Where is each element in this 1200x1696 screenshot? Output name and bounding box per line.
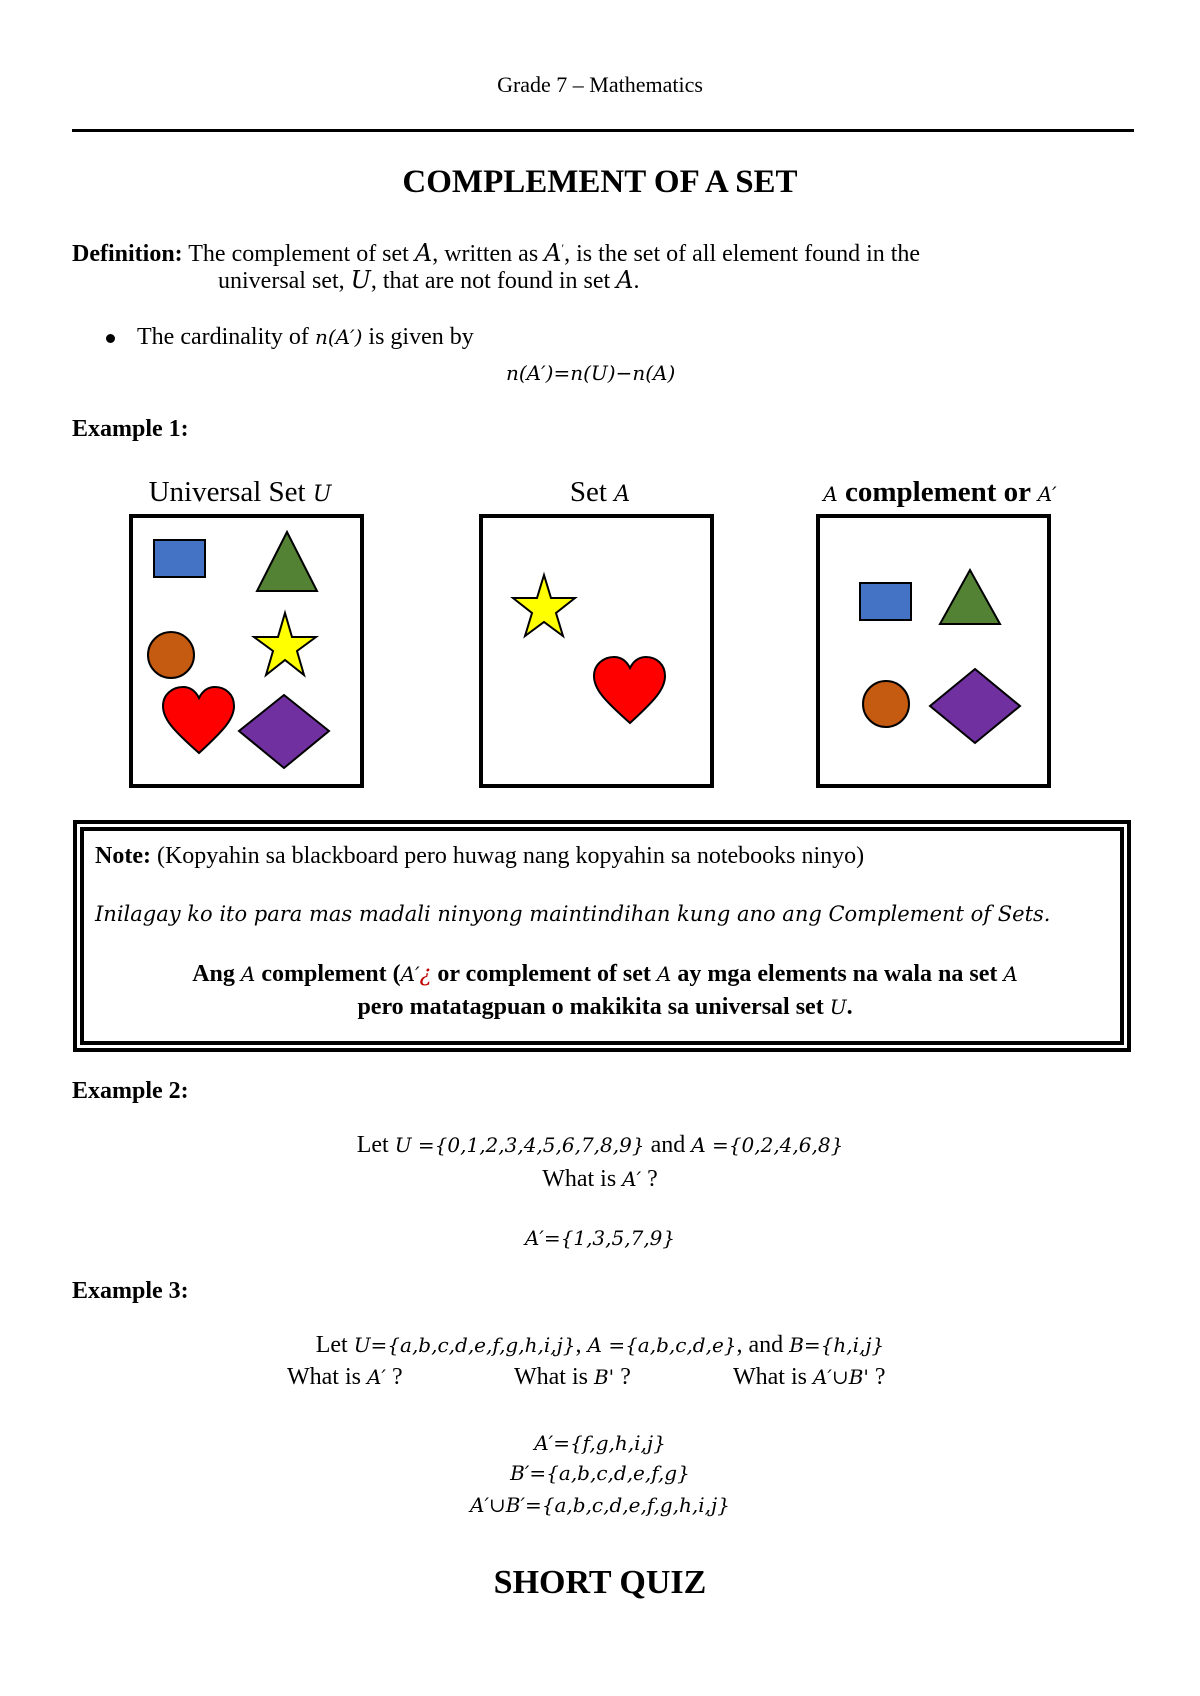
note-symbol: U [829, 995, 847, 1019]
diamond-shape [239, 695, 329, 768]
example-text: ? [641, 1166, 658, 1192]
caption-text: Set [569, 476, 615, 508]
example-text: and [644, 1132, 692, 1158]
note-text: complement ( [255, 961, 401, 987]
set-a-shapes [483, 518, 710, 784]
caption-symbol: A′ [1037, 482, 1057, 506]
diamond-shape [930, 669, 1020, 743]
definition-label: Definition: [72, 241, 183, 267]
example-text: , [575, 1332, 588, 1358]
note-line-1 [95, 841, 864, 871]
universal-set-shapes [133, 518, 360, 784]
circle-shape [148, 632, 194, 678]
page-header: Grade 7 – Mathematics [497, 72, 703, 97]
note-inner-border [80, 827, 1124, 1045]
universal-set-box [129, 514, 364, 788]
triangle-shape [257, 532, 317, 591]
circle-shape [863, 681, 909, 727]
note-box [73, 820, 1131, 1052]
definition-line-2 [218, 265, 640, 296]
definition-text: , written as [432, 241, 545, 267]
example-symbol: B' [593, 1365, 615, 1389]
example-text: Let [315, 1332, 354, 1358]
set-a-def: A ={0,2,4,6,8} [691, 1133, 844, 1157]
example-3-answer-3: A′∪B′={a,b,c,d,e,f,g,h,i,j} [470, 1493, 730, 1517]
definition-symbol: A [616, 266, 634, 294]
heart-shape [594, 657, 665, 723]
example-text: What is [733, 1364, 813, 1390]
header-rule [72, 129, 1134, 132]
example-symbol: A′ [366, 1365, 386, 1389]
note-symbol: A′ [400, 962, 420, 986]
cardinality-expr: n(A′) [314, 325, 363, 349]
short-quiz-heading: SHORT QUIZ [493, 1564, 707, 1601]
note-symbol: A [240, 962, 256, 986]
caption-a-complement [790, 476, 1090, 509]
example-text: ? [868, 1364, 886, 1390]
note-text: . [846, 994, 853, 1020]
caption-set-a [480, 476, 720, 509]
definition-line-1: Definition: The complement of set A, written as A′, is the set of all element found in the [72, 239, 921, 267]
example-2-label: Example 2: [72, 1078, 189, 1104]
note-text: ay mga elements na wala na set [671, 961, 1004, 987]
set-b-def: B={h,i,j} [789, 1333, 885, 1357]
definition-text: . [633, 268, 640, 294]
example-3-question-1 [287, 1362, 403, 1392]
definition-text: universal set, [218, 268, 351, 294]
bullet-icon [106, 334, 115, 343]
caption-symbol: A [823, 482, 838, 506]
example-text: What is [287, 1364, 367, 1390]
definition-text: , is the set of all element found in the [564, 241, 921, 267]
example-3-answer-1: A′={f,g,h,i,j} [534, 1431, 666, 1455]
square-shape [860, 583, 911, 620]
note-text: (Kopyahin sa blackboard pero huwag nang kopyahin sa notebooks ninyo) [150, 843, 865, 869]
example-symbol: A′∪B' [812, 1365, 869, 1389]
definition-symbol: A [414, 239, 433, 267]
universal-set-def: U={a,b,c,d,e,f,g,h,i,j} [353, 1333, 576, 1357]
square-shape [154, 540, 205, 577]
example-text: What is [542, 1166, 623, 1192]
star-shape [513, 575, 575, 636]
star-shape [254, 613, 316, 675]
caption-universal-set [120, 476, 360, 509]
note-label: Note: [95, 843, 151, 869]
example-text: , and [736, 1332, 790, 1358]
note-symbol: A [656, 962, 672, 986]
note-line-2: Inilagay ko ito para mas madali ninyong maintindihan kung ano ang Complement of Sets. [95, 902, 1051, 926]
example-3-question-2 [514, 1362, 631, 1392]
note-text: pero matatagpuan o makikita sa universal set [357, 994, 830, 1020]
set-a-box [479, 514, 714, 788]
example-3-question-3 [733, 1362, 886, 1392]
example-2-let-line [0, 1130, 1200, 1160]
note-symbol: A [1003, 962, 1018, 986]
heart-shape [163, 687, 234, 753]
definition-text: , that are not found in set [370, 268, 617, 294]
cardinality-bullet [106, 322, 474, 352]
example-text: What is [514, 1364, 594, 1390]
cardinality-text: The cardinality of [137, 324, 315, 350]
cardinality-formula: n(A′)=n(U)−n(A) [506, 361, 676, 385]
triangle-shape [940, 570, 1000, 624]
note-text: or complement of set [431, 961, 657, 987]
definition-text: The complement of set [188, 241, 415, 267]
example-symbol: A′ [622, 1167, 642, 1191]
example-3-label: Example 3: [72, 1278, 189, 1304]
caption-symbol: U [312, 482, 332, 507]
note-line-4 [84, 992, 1126, 1022]
example-text: Let [356, 1132, 395, 1158]
definition-symbol: A [544, 239, 562, 267]
set-a-def: A ={a,b,c,d,e} [587, 1333, 737, 1357]
definition-symbol: U [350, 266, 371, 294]
page-title: COMPLEMENT OF A SET [402, 164, 798, 200]
example-2-answer: A′={1,3,5,7,9} [524, 1226, 676, 1250]
example-2-question [0, 1164, 1200, 1194]
caption-text: complement or [837, 476, 1038, 508]
example-1-label: Example 1: [72, 416, 189, 442]
caption-symbol: A [614, 482, 631, 507]
cardinality-tail: is given by [362, 324, 474, 350]
a-complement-shapes [820, 518, 1047, 784]
universal-set-def: U ={0,1,2,3,4,5,6,7,8,9} [394, 1133, 645, 1157]
example-text: ? [614, 1364, 631, 1390]
example-3-let-line [0, 1330, 1200, 1360]
note-inverted-question: ¿ [419, 962, 432, 987]
note-line-3 [84, 959, 1126, 990]
caption-text: Universal Set [148, 476, 313, 508]
note-text: Ang [192, 961, 241, 987]
a-complement-box [816, 514, 1051, 788]
example-3-answer-2: B′={a,b,c,d,e,f,g} [510, 1461, 690, 1485]
example-text: ? [385, 1364, 403, 1390]
